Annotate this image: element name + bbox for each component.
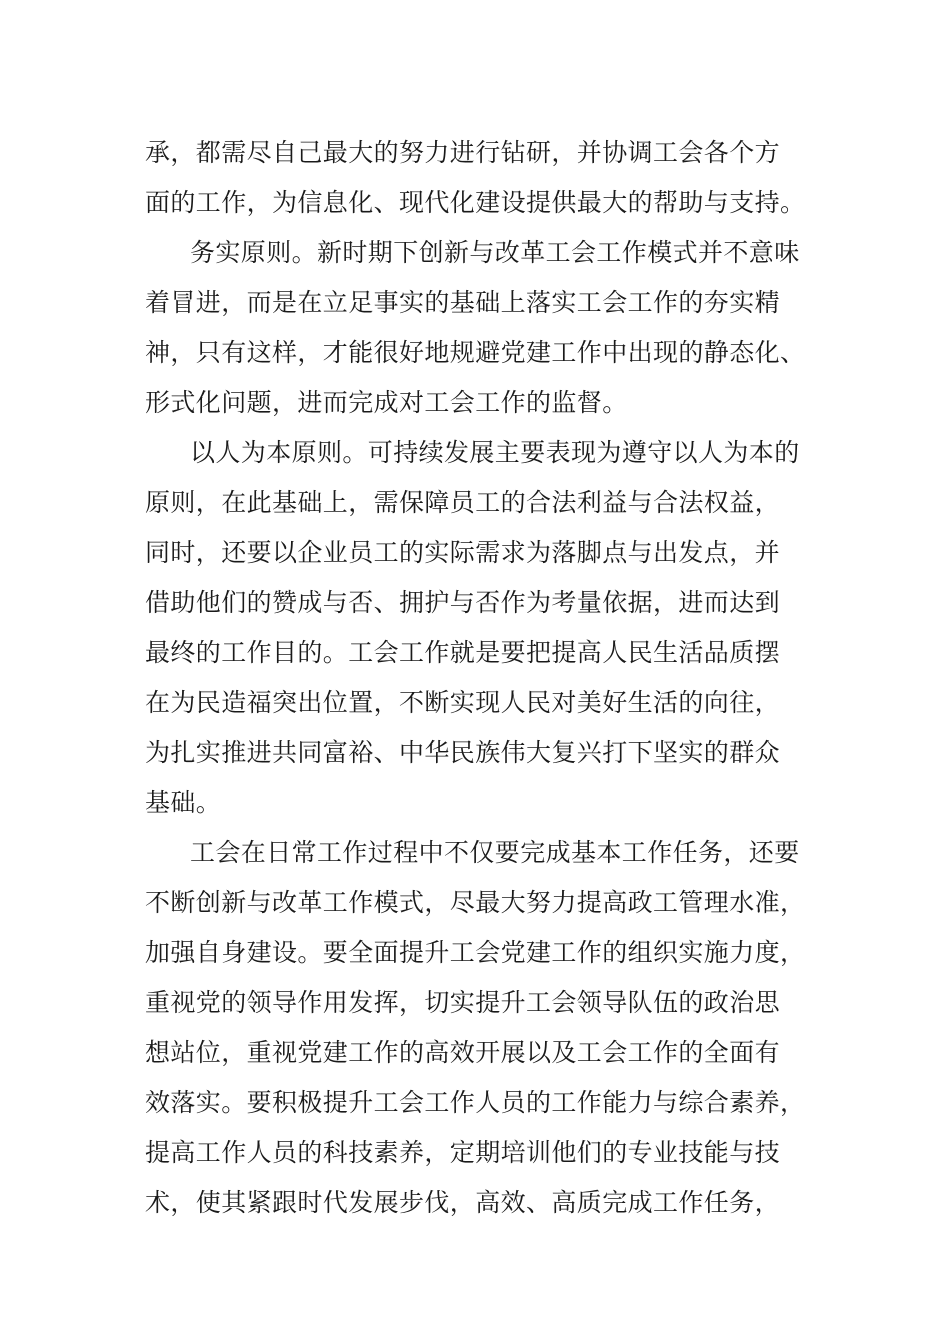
text-line: 着冒进，而是在立足事实的基础上落实工会工作的夯实精 (145, 288, 781, 317)
text-line: 原则，在此基础上，需保障员工的合法利益与合法权益， (145, 488, 781, 517)
paragraph-continuation (145, 128, 810, 228)
text-line: 重视党的领导作用发挥，切实提升工会领导队伍的政治思 (145, 988, 781, 1017)
text-line: 不断创新与改革工作模式，尽最大努力提高政工管理水准， (145, 888, 806, 917)
text-line: 以人为本原则。可持续发展主要表现为遵守以人为本的 (190, 438, 800, 467)
text-line: 借助他们的赞成与否、拥护与否作为考量依据，进而达到 (145, 588, 781, 617)
text-line: 承，都需尽自己最大的努力进行钻研，并协调工会各个方 (145, 138, 781, 167)
text-line: 最终的工作目的。工会工作就是要把提高人民生活品质摆 (145, 638, 781, 667)
text-line: 形式化问题，进而完成对工会工作的监督。 (145, 388, 628, 417)
text-line: 术，使其紧跟时代发展步伐，高效、高质完成工作任务， (145, 1188, 781, 1217)
text-line: 面的工作，为信息化、现代化建设提供最大的帮助与支持。 (145, 188, 806, 217)
text-line: 加强自身建设。要全面提升工会党建工作的组织实施力度， (145, 938, 806, 967)
text-line: 工会在日常工作过程中不仅要完成基本工作任务，还要 (190, 838, 800, 867)
text-line: 神，只有这样，才能很好地规避党建工作中出现的静态化、 (145, 338, 806, 367)
body-text (145, 128, 810, 1228)
text-line: 同时，还要以企业员工的实际需求为落脚点与出发点，并 (145, 538, 781, 567)
paragraph-union-work (145, 828, 810, 1228)
text-line: 基础。 (145, 788, 222, 817)
text-line: 为扎实推进共同富裕、中华民族伟大复兴打下坚实的群众 (145, 738, 781, 767)
text-line: 提高工作人员的科技素养，定期培训他们的专业技能与技 (145, 1138, 781, 1167)
paragraph-pragmatic-principle (145, 228, 810, 428)
paragraph-people-oriented-principle (145, 428, 810, 828)
text-line: 效落实。要积极提升工会工作人员的工作能力与综合素养， (145, 1088, 806, 1117)
text-line: 想站位，重视党建工作的高效开展以及工会工作的全面有 (145, 1038, 781, 1067)
text-line: 在为民造福突出位置，不断实现人民对美好生活的向往， (145, 688, 781, 717)
text-line: 务实原则。新时期下创新与改革工会工作模式并不意味 (190, 238, 800, 267)
